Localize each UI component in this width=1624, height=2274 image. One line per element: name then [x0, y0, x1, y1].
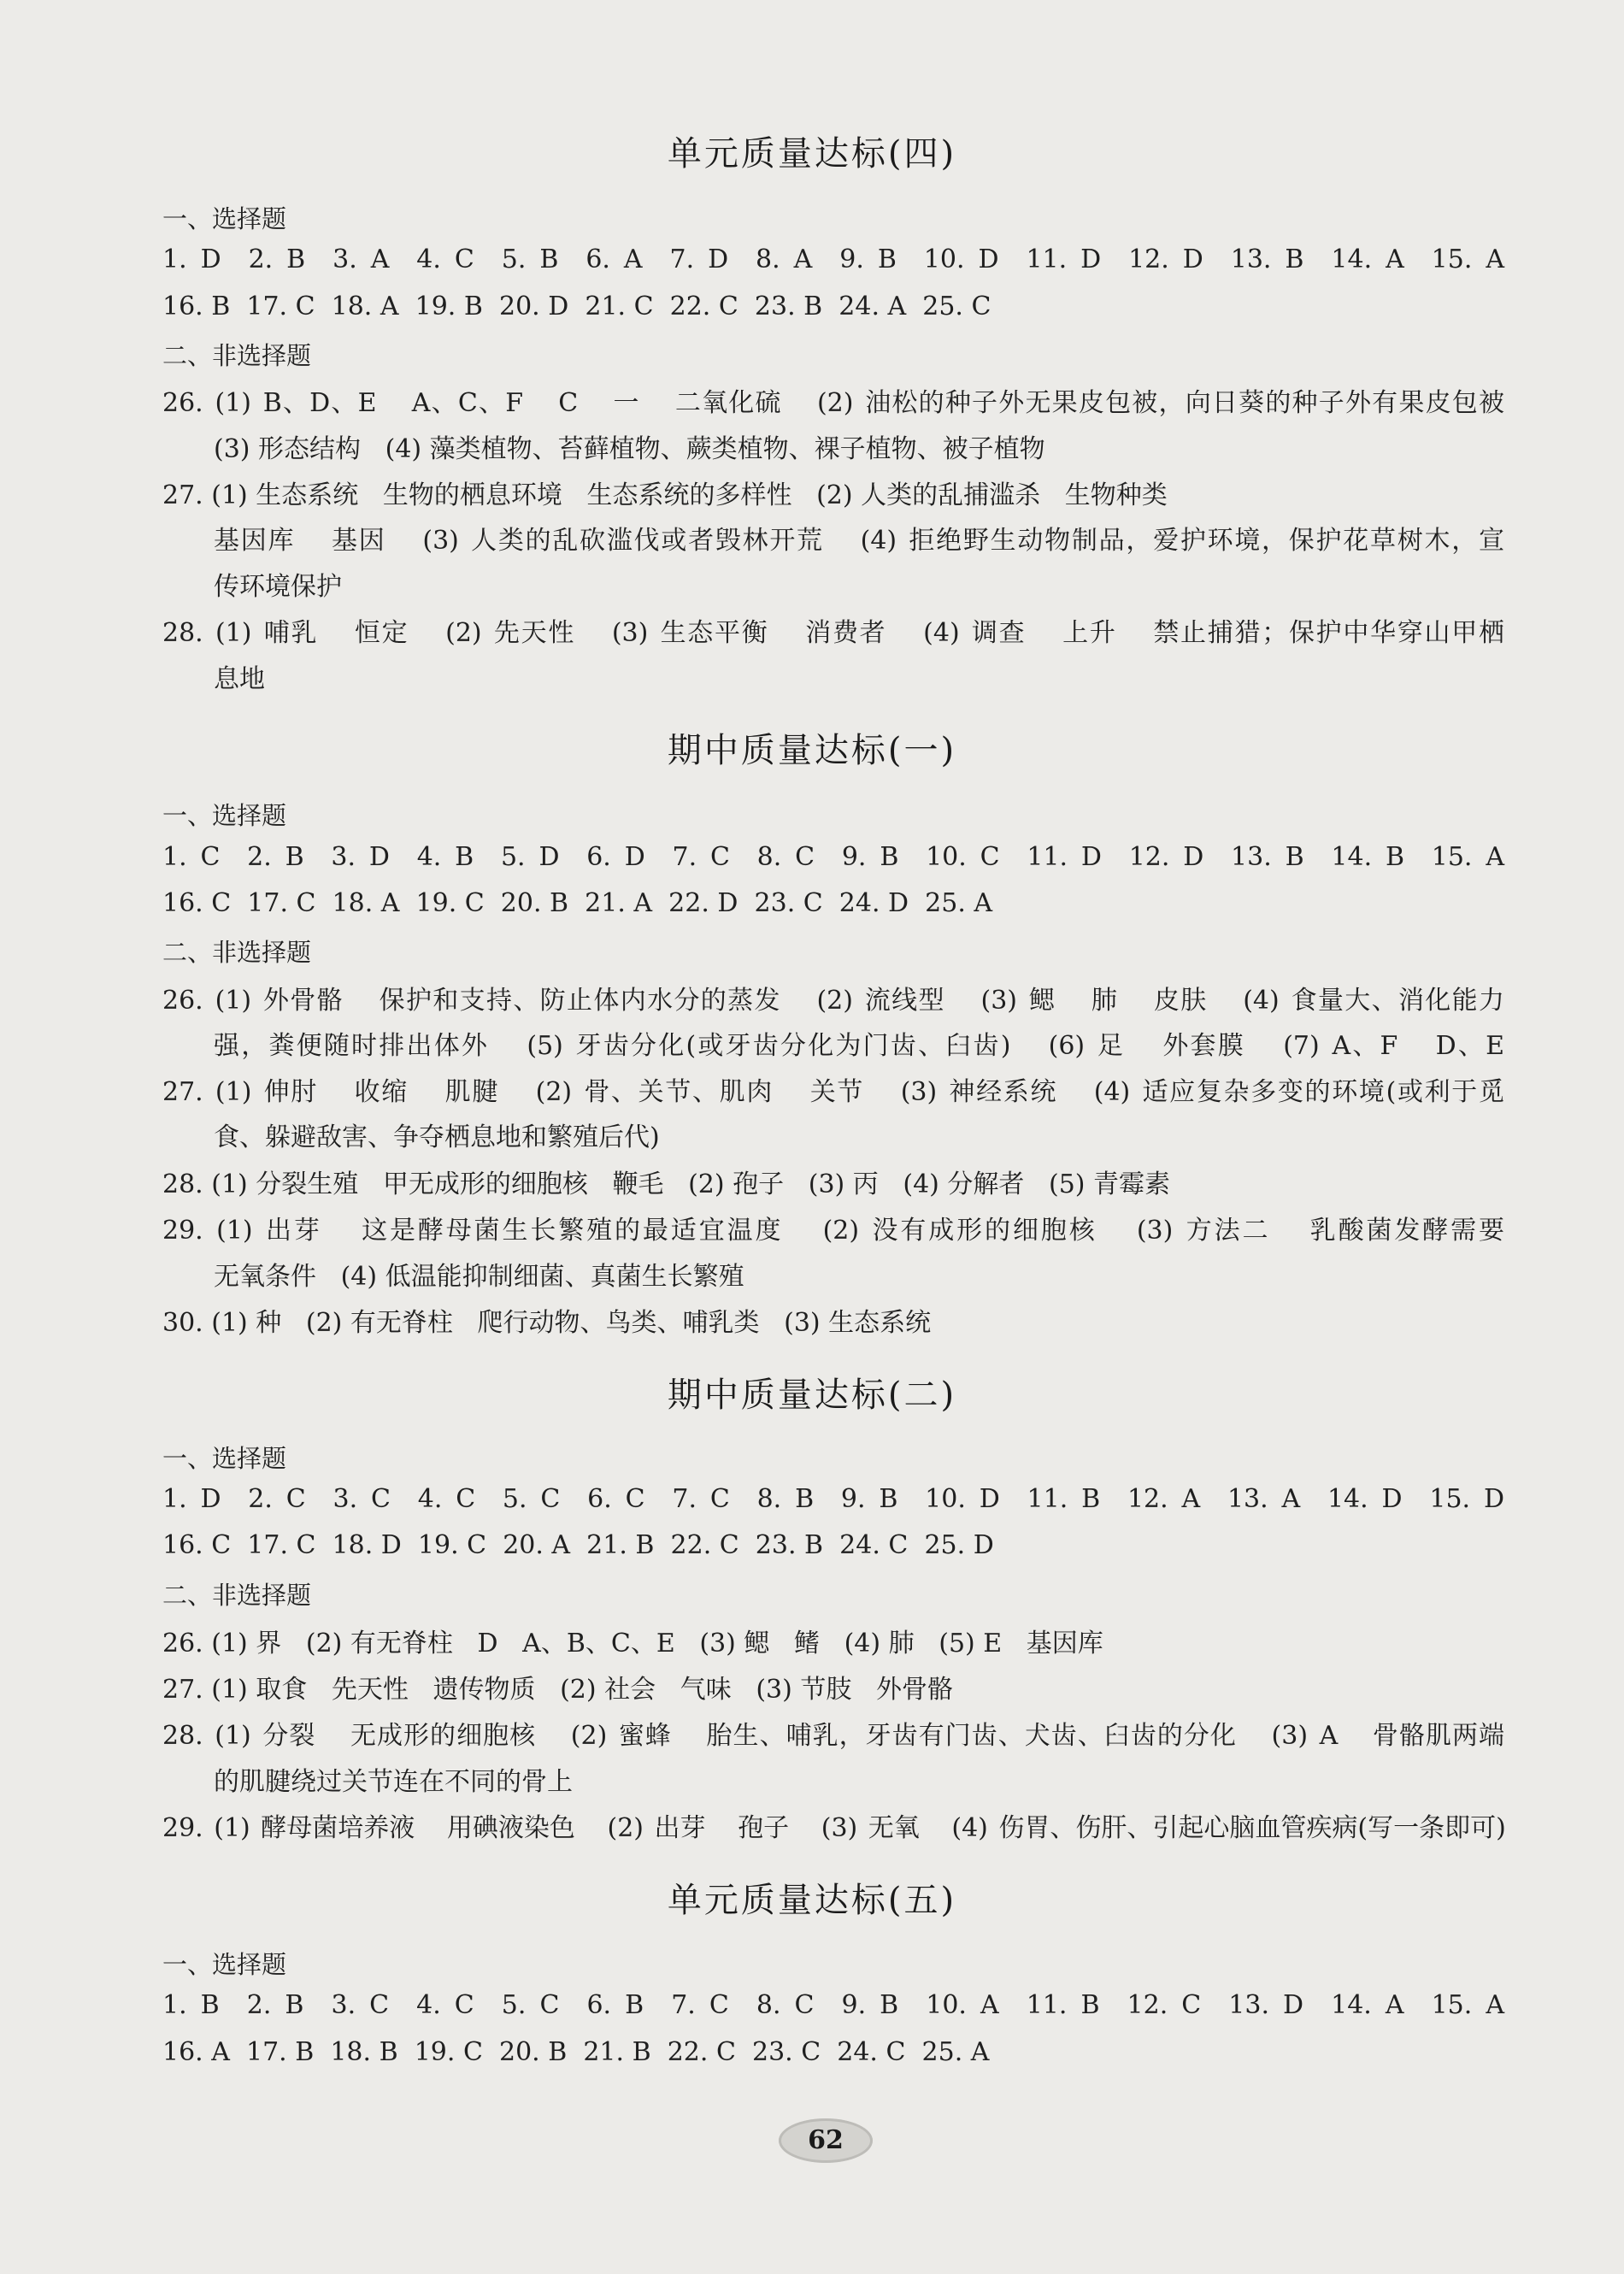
answer-line: 无氧条件 (4) 低温能抑制细菌、真菌生长繁殖 [214, 1262, 744, 1292]
choice-heading: 一、选择题 [162, 1444, 287, 1473]
answer-line: 强，粪便随时排出体外 (5) 牙齿分化(或牙齿分化为门齿、臼齿) (6) 足 外套膜 (7) A、F D、E [214, 1031, 1504, 1061]
answer-line: 28. (1) 分裂生殖 甲无成形的细胞核 鞭毛 (2) 孢子 (3) 丙 (4) 分解者 (5) 青霉素 [162, 1169, 1171, 1199]
answer-line: 28. (1) 分裂 无成形的细胞核 (2) 蜜蜂 胎生、哺乳，牙齿有门齿、犬齿、臼齿的分化 (3) A 骨骼肌两端 [162, 1721, 1504, 1751]
nonchoice-heading: 二、非选择题 [162, 1581, 312, 1610]
choice-answers-row: 16. A 17. B 18. B 19. C 20. B 21. B 22. C 23. C 24. C 25. A [162, 2037, 990, 2067]
section-title: 单元质量达标(四) [667, 134, 957, 174]
answer-line: 的肌腱绕过关节连在不同的骨上 [214, 1767, 573, 1797]
answer-line: 27. (1) 生态系统 生物的栖息环境 生态系统的多样性 (2) 人类的乱捕滥杀 生物种类 [162, 480, 1168, 510]
answer-line: 26. (1) 外骨骼 保护和支持、防止体内水分的蒸发 (2) 流线型 (3) 鳃 肺 皮肤 (4) 食量大、消化能力 [162, 986, 1504, 1016]
answer-line: 食、躲避敌害、争夺栖息地和繁殖后代) [214, 1122, 660, 1152]
answer-line: 26. (1) B、D、E A、C、F C 一 二氧化硫 (2) 油松的种子外无果皮包被，向日葵的种子外有果皮包被 [162, 388, 1504, 418]
answer-line: 29. (1) 出芽 这是酵母菌生长繁殖的最适宜温度 (2) 没有成形的细胞核 (3) 方法二 乳酸菌发酵需要 [162, 1216, 1504, 1246]
answer-line: 28. (1) 哺乳 恒定 (2) 先天性 (3) 生态平衡 消费者 (4) 调查 上升 禁止捕猎；保护中华穿山甲栖 [162, 618, 1504, 648]
section-title: 期中质量达标(一) [667, 731, 957, 770]
answer-line: 基因库 基因 (3) 人类的乱砍滥伐或者毁林开荒 (4) 拒绝野生动物制品，爱护环境，保护花草树木，宣 [214, 526, 1504, 556]
choice-heading: 一、选择题 [162, 801, 287, 830]
section-title: 期中质量达标(二) [667, 1376, 957, 1415]
choice-answers-row: 1. D 2. B 3. A 4. C 5. B 6. A 7. D 8. A 9. B 10. D 11. D 12. D 13. B 14. A 15. A [162, 244, 1504, 274]
answer-line: 27. (1) 伸肘 收缩 肌腱 (2) 骨、关节、肌肉 关节 (3) 神经系统 (4) 适应复杂多变的环境(或利于觅 [162, 1077, 1504, 1107]
answer-line: (3) 形态结构 (4) 藻类植物、苔藓植物、蕨类植物、裸子植物、被子植物 [214, 434, 1045, 464]
answer-line: 传环境保护 [214, 572, 342, 602]
choice-answers-row: 1. B 2. B 3. C 4. C 5. C 6. B 7. C 8. C 9. B 10. A 11. B 12. C 13. D 14. A 15. A [162, 1990, 1504, 2020]
section-title: 单元质量达标(五) [667, 1881, 957, 1920]
choice-heading: 一、选择题 [162, 1950, 287, 1979]
choice-answers-row: 16. C 17. C 18. A 19. C 20. B 21. A 22. D 23. C 24. D 25. A [162, 888, 993, 918]
nonchoice-heading: 二、非选择题 [162, 938, 312, 967]
answer-line: 息地 [214, 664, 265, 694]
choice-answers-row: 1. C 2. B 3. D 4. B 5. D 6. D 7. C 8. C 9. B 10. C 11. D 12. D 13. B 14. B 15. A [162, 842, 1504, 872]
choice-answers-row: 1. D 2. C 3. C 4. C 5. C 6. C 7. C 8. B 9. B 10. D 11. B 12. A 13. A 14. D 15. D [162, 1484, 1504, 1514]
nonchoice-heading: 二、非选择题 [162, 341, 312, 370]
page-number: 62 [779, 2118, 873, 2163]
choice-heading: 一、选择题 [162, 204, 287, 233]
answer-line: 29. (1) 酵母菌培养液 用碘液染色 (2) 出芽 孢子 (3) 无氧 (4) 伤胃、伤肝、引起心脑血管疾病(写一条即可) [162, 1813, 1506, 1843]
answer-line: 30. (1) 种 (2) 有无脊柱 爬行动物、鸟类、哺乳类 (3) 生态系统 [162, 1308, 932, 1338]
choice-answers-row: 16. B 17. C 18. A 19. B 20. D 21. C 22. C 23. B 24. A 25. C [162, 292, 991, 321]
answer-line: 27. (1) 取食 先天性 遗传物质 (2) 社会 气味 (3) 节肢 外骨骼 [162, 1675, 953, 1705]
choice-answers-row: 16. C 17. C 18. D 19. C 20. A 21. B 22. C 23. B 24. C 25. D [162, 1530, 994, 1560]
answer-line: 26. (1) 界 (2) 有无脊柱 D A、B、C、E (3) 鳃 鳍 (4) 肺 (5) E 基因库 [162, 1629, 1103, 1658]
